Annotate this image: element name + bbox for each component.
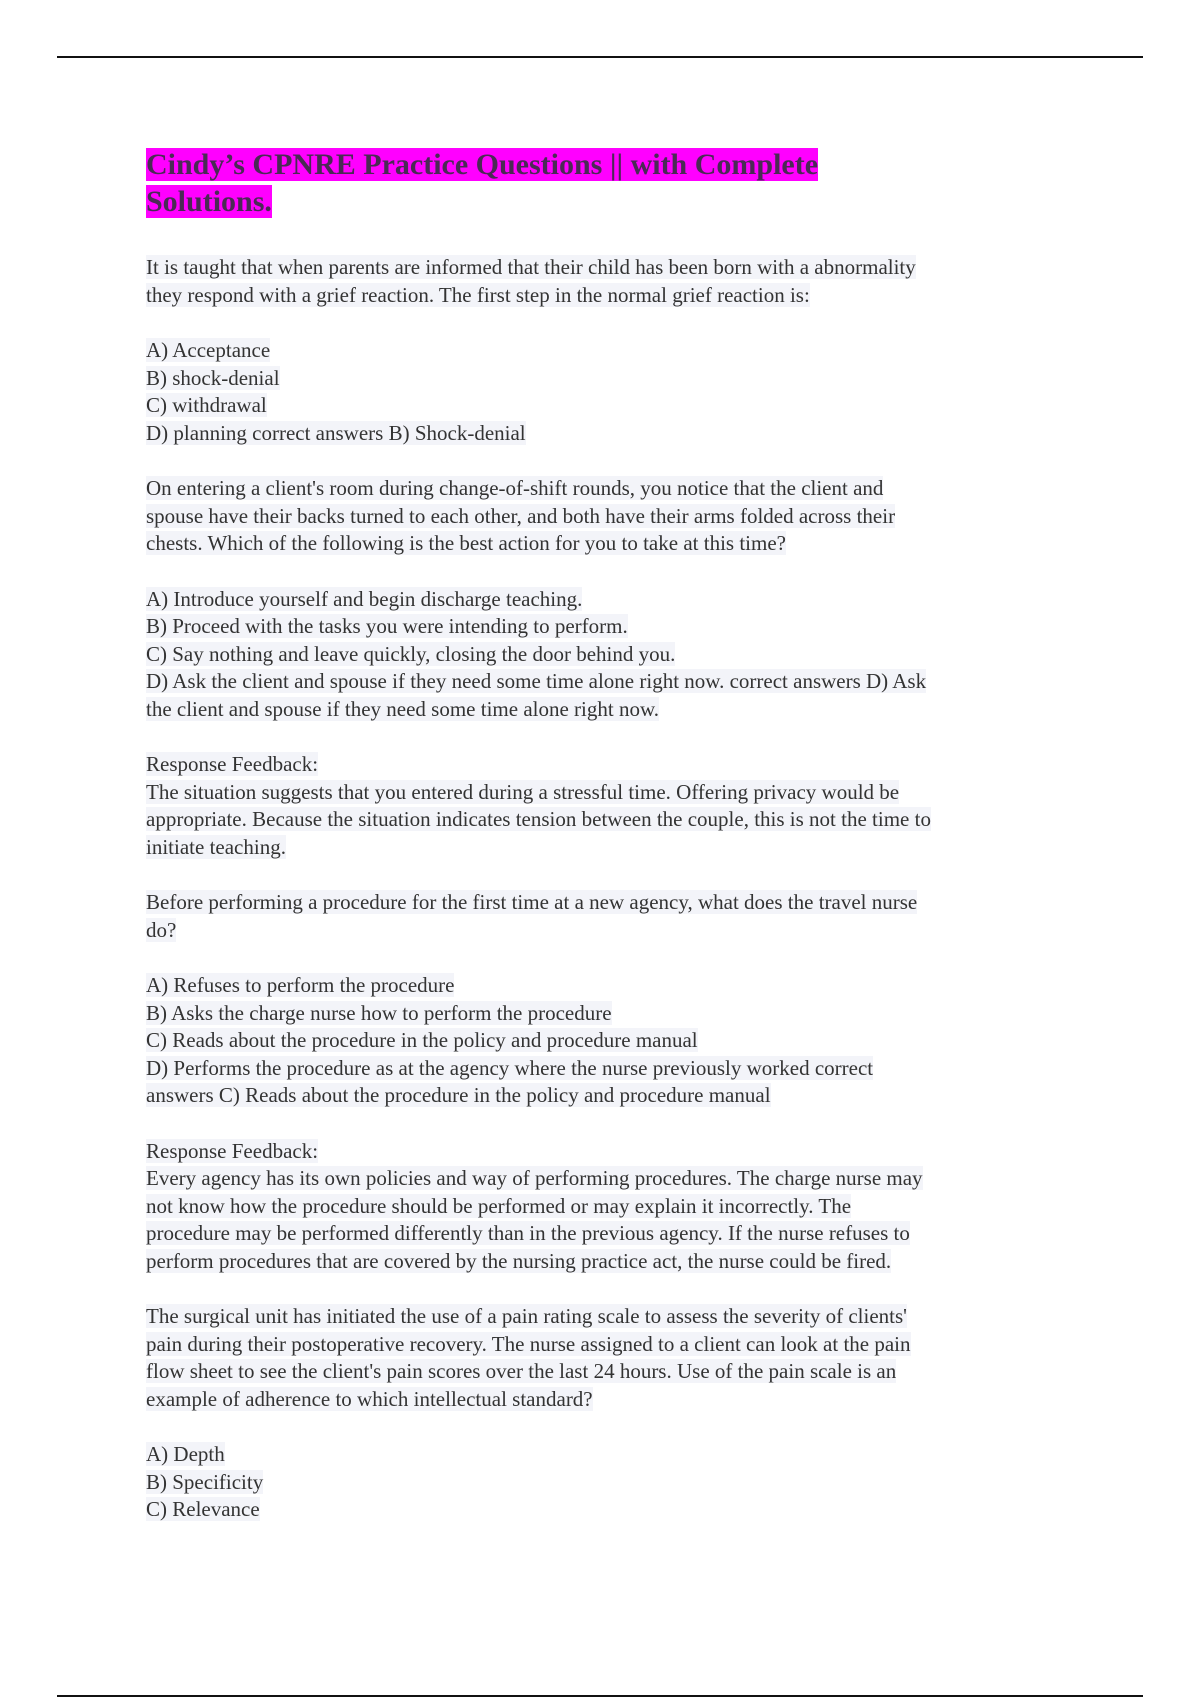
option-line: D) planning correct answers B) Shock-denial	[146, 420, 526, 445]
option-line: A) Introduce yourself and begin discharge teaching.	[146, 586, 583, 611]
option-line: A) Refuses to perform the procedure	[146, 973, 455, 997]
text-line: perform procedures that are covered by the nursing practice act, the nurse could be fired.	[146, 1248, 892, 1273]
text-line: On entering a client's room during change-of-shift rounds, you notice that the client and	[146, 476, 884, 500]
option-line: A) Acceptance	[146, 338, 271, 362]
question-4-stem	[146, 1303, 1066, 1413]
feedback-heading: Response Feedback:	[146, 752, 319, 776]
text-line: The situation suggests that you entered during a stressful time. Offering privacy would be	[146, 779, 900, 804]
text-line: Before performing a procedure for the first time at a new agency, what does the travel nurse	[146, 890, 918, 914]
text-line: appropriate. Because the situation indicates tension between the couple, this is not the time to	[146, 807, 931, 831]
option-line: C) withdrawal	[146, 393, 267, 417]
text-line: they respond with a grief reaction. The first step in the normal grief reaction is:	[146, 282, 810, 307]
page-top-rule	[57, 56, 1143, 58]
document-title	[146, 146, 1066, 220]
text-line: not know how the procedure should be performed or may explain it incorrectly. The	[146, 1193, 852, 1218]
option-line: D) Ask the client and spouse if they need some time alone right now. correct answers D) Ask	[146, 669, 927, 693]
text-line: It is taught that when parents are informed that their child has been born with a abnormality	[146, 255, 916, 279]
document-body	[146, 146, 1066, 1524]
question-1-stem	[146, 254, 1066, 309]
option-line: D) Performs the procedure as at the agency where the nurse previously worked correct	[146, 1055, 874, 1080]
question-3-options	[146, 972, 1066, 1110]
question-4-options	[146, 1441, 1066, 1524]
text-line: initiate teaching.	[146, 834, 286, 859]
document-title-line-1: Cindy’s CPNRE Practice Questions || with Complete	[146, 148, 819, 181]
option-line: C) Reads about the procedure in the policy and procedure manual	[146, 1028, 698, 1052]
text-line: Every agency has its own policies and way of performing procedures. The charge nurse may	[146, 1166, 923, 1190]
question-2-stem	[146, 475, 1066, 558]
text-line: example of adherence to which intellectual standard?	[146, 1386, 593, 1411]
text-line: pain during their postoperative recovery. The nurse assigned to a client can look at the pain	[146, 1331, 911, 1356]
text-line: do?	[146, 917, 177, 942]
text-line: procedure may be performed differently than in the previous agency. If the nurse refuses to	[146, 1221, 910, 1245]
question-2-options	[146, 586, 1066, 724]
text-line: The surgical unit has initiated the use of a pain rating scale to assess the severity of clients'	[146, 1304, 907, 1328]
option-line: answers C) Reads about the procedure in the policy and procedure manual	[146, 1083, 771, 1107]
question-1-options	[146, 337, 1066, 447]
option-line: C) Relevance	[146, 1497, 260, 1521]
text-line: flow sheet to see the client's pain scores over the last 24 hours. Use of the pain scale is an	[146, 1359, 897, 1383]
question-3-feedback	[146, 1138, 1066, 1276]
option-line: B) Proceed with the tasks you were intending to perform.	[146, 614, 628, 638]
page-bottom-rule	[57, 1695, 1143, 1697]
option-line: the client and spouse if they need some time alone right now.	[146, 696, 660, 721]
option-line: A) Depth	[146, 1442, 225, 1466]
option-line: B) Asks the charge nurse how to perform the procedure	[146, 1000, 612, 1025]
question-2-feedback	[146, 751, 1066, 861]
option-line: B) Specificity	[146, 1469, 264, 1494]
text-line: spouse have their backs turned to each other, and both have their arms folded across their	[146, 503, 896, 528]
question-3-stem	[146, 889, 1066, 944]
document-title-line-2: Solutions.	[146, 185, 272, 218]
feedback-heading: Response Feedback:	[146, 1138, 319, 1163]
option-line: B) shock-denial	[146, 365, 280, 390]
text-line: chests. Which of the following is the best action for you to take at this time?	[146, 531, 786, 555]
option-line: C) Say nothing and leave quickly, closing the door behind you.	[146, 641, 676, 666]
